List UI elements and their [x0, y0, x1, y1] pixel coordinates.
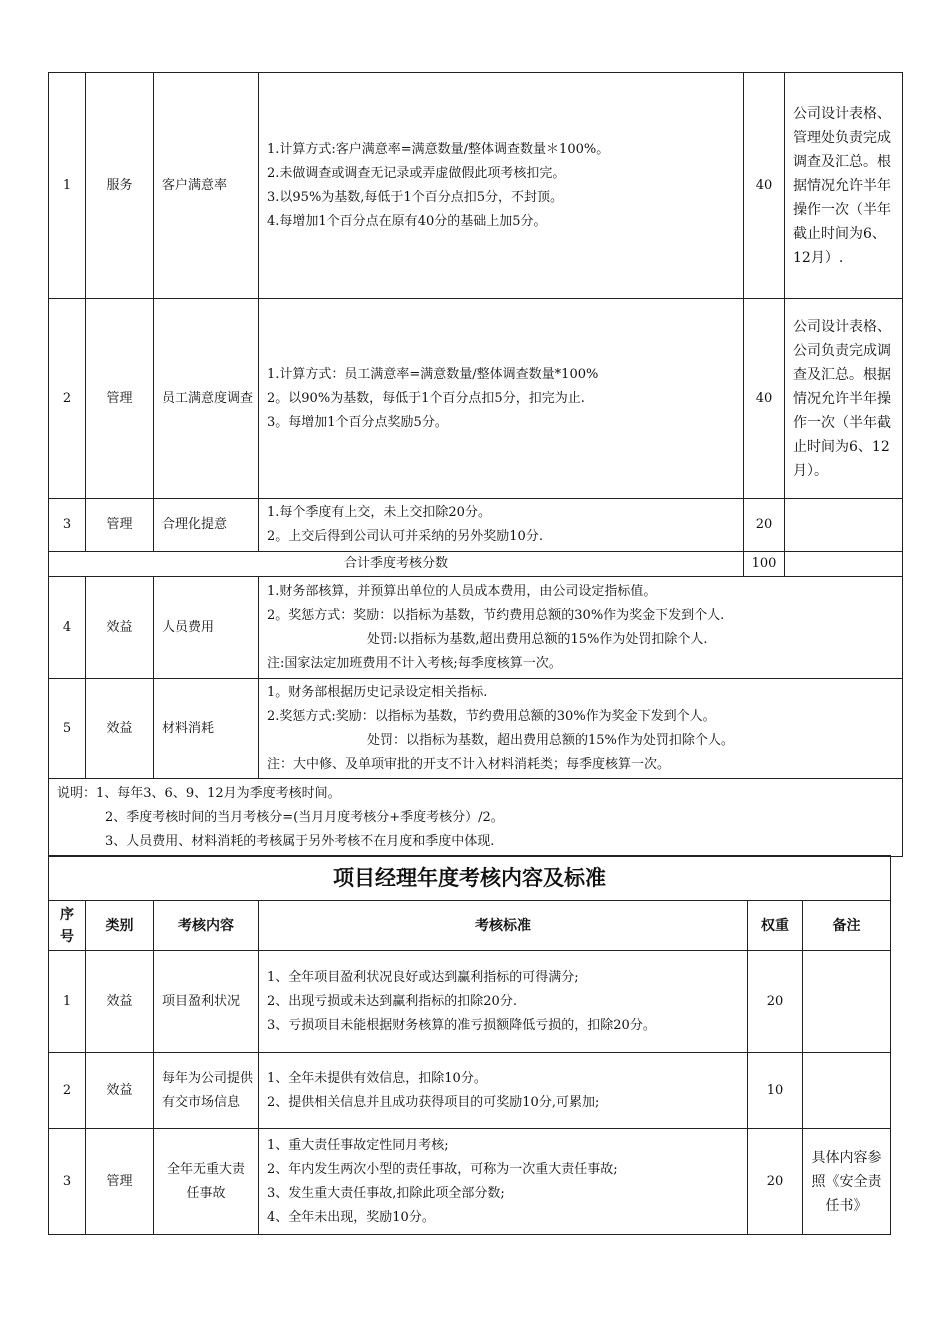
table-row — [49, 299, 903, 499]
category-cell: 效益 — [86, 679, 154, 779]
standard-line: 1.每个季度有上交，未上交扣除20分。 — [267, 505, 491, 520]
standard-line: 2。奖惩方式：奖励：以指标为基数，节约费用总额的30%作为奖金下发到个人. — [267, 607, 725, 623]
row-number: 4 — [49, 577, 86, 679]
total-row — [49, 552, 903, 577]
category-cell: 管理 — [86, 499, 154, 552]
header-weight: 权重 — [748, 901, 803, 951]
standard-line: 2.奖惩方式:奖励：以指标为基数，节约费用总额的30%作为奖金下发到个人。 — [267, 708, 716, 724]
remark-cell — [785, 499, 903, 552]
content-cell: 每年为公司提供有交市场信息 — [154, 1053, 259, 1129]
category-cell: 效益 — [86, 1053, 154, 1129]
standard-line: 处罚:以指标为基数,超出费用总额的15%作为处罚扣除个人. — [367, 631, 708, 647]
standard-cell — [259, 679, 903, 779]
header-category: 类别 — [86, 901, 154, 951]
category-cell: 管理 — [86, 1129, 154, 1235]
table-row — [49, 577, 903, 679]
standard-line: 4.每增加1个百分点在原有40分的基础上加5分。 — [267, 213, 547, 229]
header-no: 序号 — [49, 901, 86, 951]
standard-line: 1。财务部根据历史记录设定相关指标. — [267, 684, 488, 700]
note-line: 2、季度考核时间的当月考核分=(当月月度考核分+季度考核分）/2。 — [105, 809, 504, 825]
remark-cell — [803, 951, 891, 1053]
total-value: 100 — [744, 552, 785, 577]
table-row — [49, 73, 903, 299]
weight-cell: 40 — [744, 73, 785, 299]
table-row — [49, 1129, 891, 1235]
standard-line: 1、全年项目盈利状况良好或达到赢利指标的可得满分; — [267, 969, 579, 985]
header-row — [49, 901, 891, 951]
note-line: 说明：1、每年3、6、9、12月为季度考核时间。 — [57, 785, 341, 801]
weight-cell: 20 — [748, 951, 803, 1053]
standard-line: 2、年内发生两次小型的责任事故，可称为一次重大责任事故; — [267, 1161, 618, 1177]
standard-line: 注：大中修、及单项审批的开支不计入材料消耗类；每季度核算一次。 — [267, 756, 671, 772]
notes-row — [49, 779, 903, 857]
total-remark — [785, 552, 903, 577]
header-content: 考核内容 — [154, 901, 259, 951]
row-number: 5 — [49, 679, 86, 779]
standard-line: 2、提供相关信息并且成功获得项目的可奖励10分,可累加; — [267, 1094, 600, 1110]
row-number: 2 — [49, 1053, 86, 1129]
standard-line: 1.财务部核算，并预算出单位的人员成本费用，由公司设定指标值。 — [267, 583, 657, 599]
category-cell: 服务 — [86, 73, 154, 299]
content-cell: 员工满意度调查 — [154, 299, 259, 499]
annual-assessment-table — [48, 855, 891, 1235]
row-number: 3 — [49, 499, 86, 552]
row-number: 1 — [49, 951, 86, 1053]
content-cell: 合理化提意 — [154, 499, 259, 552]
total-label: 合计季度考核分数 — [49, 552, 744, 577]
standard-cell — [259, 299, 744, 499]
standard-line: 处罚：以指标为基数，超出费用总额的15%作为处罚扣除个人。 — [367, 732, 734, 748]
standard-cell — [259, 499, 744, 552]
notes-cell — [49, 779, 903, 857]
table-row — [49, 679, 903, 779]
table-row — [49, 951, 891, 1053]
standard-line: 2.未做调查或调查无记录或弄虚做假此项考核扣完。 — [267, 165, 566, 181]
standard-line: 3。每增加1个百分点奖励5分。 — [267, 414, 448, 430]
content-cell: 客户满意率 — [154, 73, 259, 299]
standard-cell — [259, 577, 903, 679]
category-cell: 效益 — [86, 951, 154, 1053]
header-standard: 考核标准 — [259, 901, 748, 951]
standard-line: 1、重大责任事故定性同月考核; — [267, 1137, 449, 1153]
table-row — [49, 1053, 891, 1129]
category-cell: 管理 — [86, 299, 154, 499]
standard-line: 3、亏损项目未能根据财务核算的准亏损额降低亏损的，扣除20分。 — [267, 1017, 656, 1033]
standard-line: 2。上交后得到公司认可并采纳的另外奖励10分. — [267, 529, 543, 544]
weight-cell: 40 — [744, 299, 785, 499]
note-line: 3、人员费用、材料消耗的考核属于另外考核不在月度和季度中体现. — [105, 833, 495, 849]
remark-cell — [803, 1053, 891, 1129]
standard-line: 1.计算方式:客户满意率=满意数量/整体调查数量＊100%。 — [267, 141, 610, 157]
standard-line: 2。以90%为基数，每低于1个百分点扣5分，扣完为止. — [267, 390, 585, 406]
standard-line: 1.计算方式：员工满意率=满意数量/整体调查数量*100% — [267, 366, 599, 382]
standard-cell — [259, 1053, 748, 1129]
category-cell: 效益 — [86, 577, 154, 679]
remark-cell: 公司设计表格、管理处负责完成调查及汇总。根据情况允许半年操作一次（半年截止时间为6、12月）. — [785, 73, 903, 299]
standard-line: 1、全年未提供有效信息，扣除10分。 — [267, 1070, 487, 1086]
title-row — [49, 856, 891, 901]
content-cell: 项目盈利状况 — [154, 951, 259, 1053]
standard-cell — [259, 1129, 748, 1235]
content-cell: 全年无重大责任事故 — [154, 1129, 259, 1235]
weight-cell: 20 — [748, 1129, 803, 1235]
content-cell: 材料消耗 — [154, 679, 259, 779]
row-number: 3 — [49, 1129, 86, 1235]
remark-cell: 具体内容参照《安全责任书》 — [803, 1129, 891, 1235]
standard-line: 3.以95%为基数,每低于1个百分点扣5分，不封顶。 — [267, 189, 563, 205]
table-row — [49, 499, 903, 552]
standard-line: 注:国家法定加班费用不计入考核;每季度核算一次。 — [267, 655, 562, 671]
standard-line: 4、全年未出现，奖励10分。 — [267, 1209, 435, 1225]
weight-cell: 10 — [748, 1053, 803, 1129]
weight-cell: 20 — [744, 499, 785, 552]
quarterly-assessment-table — [48, 72, 903, 857]
standard-line: 3、发生重大责任事故,扣除此项全部分数; — [267, 1185, 505, 1201]
standard-cell — [259, 73, 744, 299]
page-title: 项目经理年度考核内容及标准 — [49, 856, 891, 901]
row-number: 2 — [49, 299, 86, 499]
standard-cell — [259, 951, 748, 1053]
standard-line: 2、出现亏损或未达到赢利指标的扣除20分. — [267, 993, 517, 1009]
content-cell: 人员费用 — [154, 577, 259, 679]
row-number: 1 — [49, 73, 86, 299]
header-remark: 备注 — [803, 901, 891, 951]
remark-cell: 公司设计表格、公司负责完成调查及汇总。根据情况允许半年操作一次（半年截止时间为6、12月）。 — [785, 299, 903, 499]
